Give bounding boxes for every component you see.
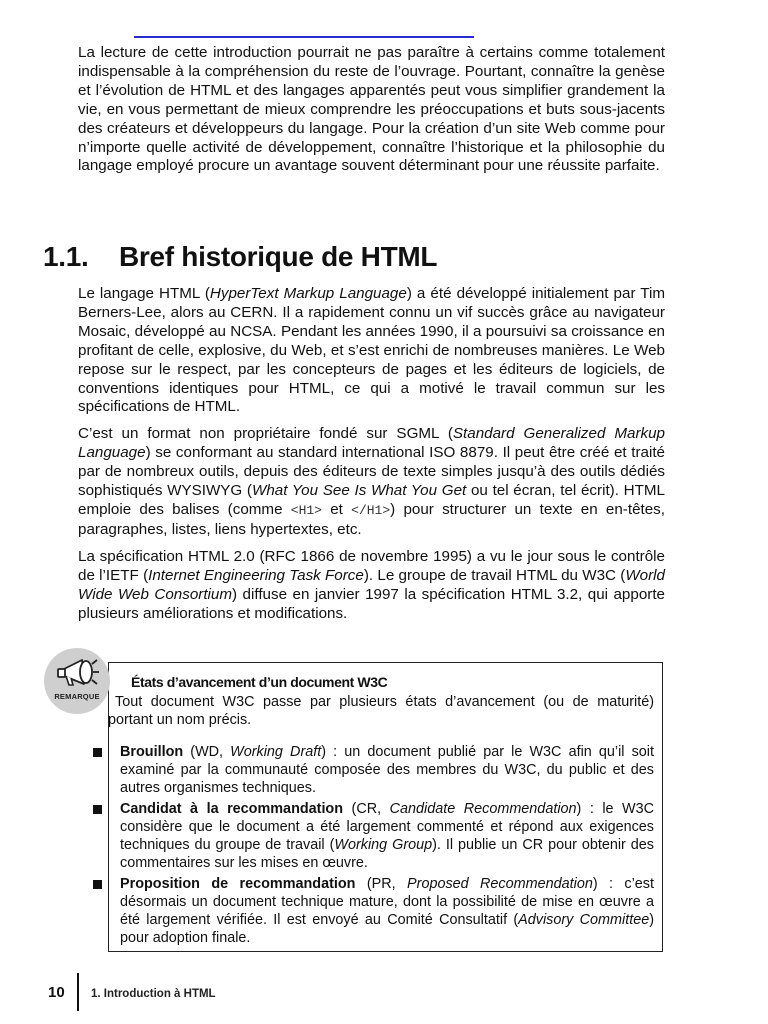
history-paragraph-1: Le langage HTML (HyperText Markup Language) a été développé initialement par Tim Berners-Lee, alors au CERN. Il a rapidement connu un vif succès grâce au navigateur Mosaic, développé au NCSA. Pendant les années 1990, il a poursuivi sa croissance en profitant de celle, explosive, du Web, et s’est enrichi de nombreuses manières. Le Web repose sur le respect, par les concepteurs de pages et les éditeurs de logiciels, de conventions identiques pour HTML, ce qui a motivé le travail commun sur les spécifications de HTML. — [78, 285, 665, 416]
code-h1-open: <H1> — [290, 502, 322, 518]
top-divider — [134, 36, 474, 38]
note-badge-label: REMARQUE — [54, 692, 100, 701]
note-intro: Tout document W3C passe par plusieurs états d’avancement (ou de maturité) portant un nom précis. — [108, 694, 654, 728]
note-list — [90, 743, 654, 950]
footer-divider — [77, 973, 79, 1011]
history-paragraph-3: La spécification HTML 2.0 (RFC 1866 de novembre 1995) a vu le jour sous le contrôle de l’IETF (Internet Engineering Task Force). Le groupe de travail HTML du W3C (World Wide Web Consortium) diffuse en janvier 1997 la spécification HTML 3.2, qui apporte plusieurs améliorations et modifications. — [78, 547, 665, 622]
note-title: États d’avancement d’un document W3C — [131, 674, 388, 690]
section-body — [78, 285, 665, 631]
bullet-square-icon — [93, 748, 102, 757]
note-badge — [44, 648, 110, 714]
megaphone-icon — [54, 654, 100, 692]
code-h1-close: </H1> — [351, 502, 391, 518]
intro-paragraph: La lecture de cette introduction pourrait ne pas paraître à certains comme totalement indispensable à la compréhension du reste de l’ouvrage. Pourtant, connaître la genèse et l’évolution de HTML et des langages apparentés peut vous simplifier grandement la vie, en vous permettant de mieux comprendre les préoccupations et buts sous-jacents des créateurs et développeurs du langage. Pour la création d’un site Web comme pour n’importe quelle activité de développement, connaître l’historique et la philosophie du langage employé procure un avantage souvent déterminant pour une réussite parfaite. — [78, 44, 665, 175]
intro-section — [78, 44, 665, 184]
list-item: Proposition de recommandation (PR, Proposed Recommendation) : c’est désormais un document technique mature, dont la possibilité de mise en œuvre a été largement vérifiée. Il est envoyé au Comité Consultatif (Advisory Committee) pour adoption finale. — [90, 875, 654, 947]
list-item: Candidat à la recommandation (CR, Candidate Recommendation) : le W3C considère que le document a été largement commenté et répond aux exigences techniques du groupe de travail (Working Group). Il publie un CR pour obtenir des commentaires sur les mises en œuvre. — [90, 800, 654, 872]
page-number: 10 — [48, 984, 65, 1001]
section-heading — [43, 239, 437, 275]
section-title: Bref historique de HTML — [119, 241, 438, 272]
bullet-square-icon — [93, 805, 102, 814]
list-item: Brouillon (WD, Working Draft) : un document publié par le W3C afin qu’il soit examiné par la communauté composée des membres du W3C, du public et des autres organismes techniques. — [90, 743, 654, 797]
section-number: 1.1. — [43, 241, 89, 272]
footer-chapter-title: 1. Introduction à HTML — [91, 988, 216, 1000]
history-paragraph-2: C’est un format non propriétaire fondé sur SGML (Standard Generalized Markup Language) se conformant au standard international ISO 8879. Il peut être créé et traité par de nombreux outils, depuis des éditeurs de texte simples jusqu’à des outils dédiés sophistiqués WYSIWYG (What You See Is What You Get ou tel écran, tel écrit). HTML emploie des balises (comme <H1> et </H1>) pour structurer un texte en en-têtes, paragraphes, listes, liens hypertextes, etc. — [78, 425, 665, 538]
bullet-square-icon — [93, 880, 102, 889]
